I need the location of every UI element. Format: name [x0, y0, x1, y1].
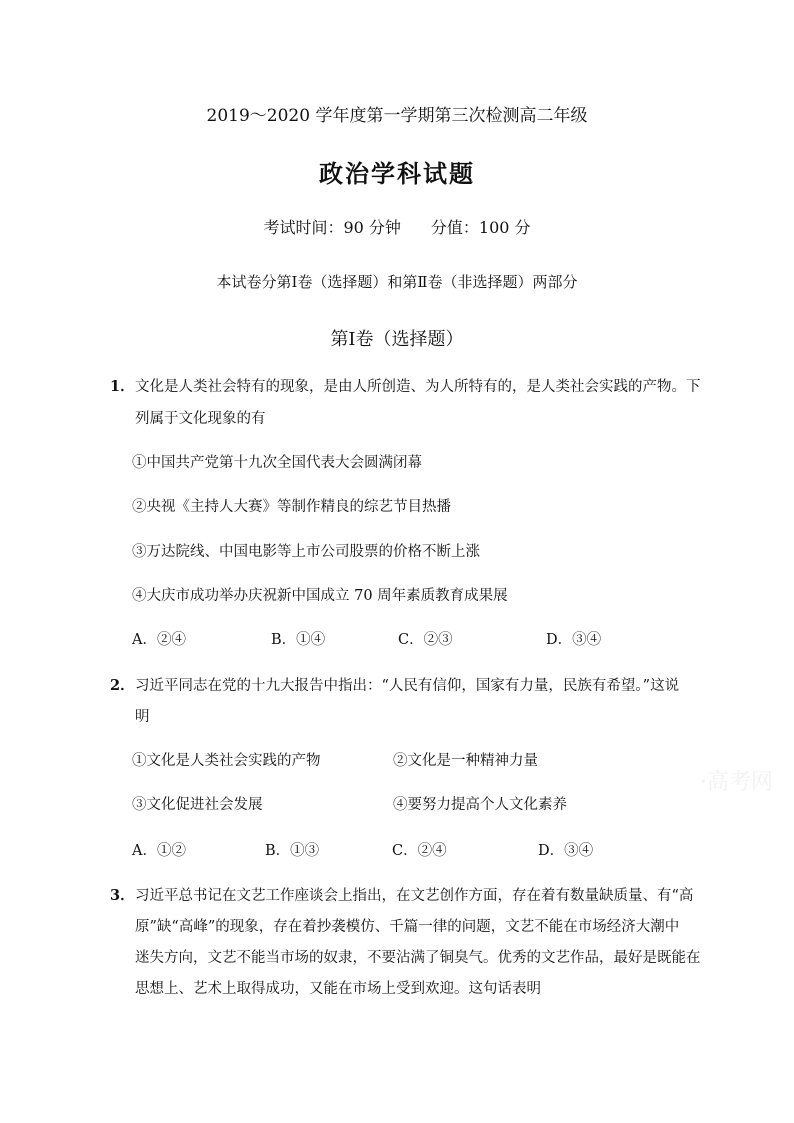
question-text-line: 文化是人类社会特有的现象，是由人所创造、为人所特有的，是人类社会实践的产物。下	[135, 379, 701, 395]
q1-choice-d[interactable]: D．③④	[546, 632, 602, 648]
exam-info	[0, 216, 794, 240]
q2-statement-3: ③文化促进社会发展	[132, 797, 263, 813]
q2-choice-b[interactable]: B．①③	[265, 843, 320, 859]
q1-statement-1: ①中国共产党第十九次全国代表大会圆满闭幕	[132, 455, 422, 471]
q1-statement-2: ②央视《主持人大赛》等制作精良的综艺节目热播	[132, 499, 451, 515]
q1-statement-3: ③万达院线、中国电影等上市公司股票的价格不断上涨	[132, 544, 480, 560]
question-text-line: 迷失方向，文艺不能当市场的奴隶，不要沾满了铜臭气。优秀的文艺作品，最好是既能在	[135, 950, 701, 966]
q2-statement-4: ④要努力提高个人文化素养	[393, 797, 567, 813]
question-text-line: 习近平总书记在文艺工作座谈会上指出，在文艺创作方面，存在着有数量缺质量、有“高	[135, 888, 694, 904]
q2-choice-a[interactable]: A．①②	[132, 843, 186, 859]
paper-title: 政治学科试题	[319, 159, 475, 188]
question-text-line: 思想上、艺术上取得成功，又能在市场上受到欢迎。这句话表明	[135, 981, 541, 997]
q1-choice-b[interactable]: B．①④	[271, 632, 326, 648]
question-number: 3．	[110, 887, 135, 904]
question-text-line: 习近平同志在党的十九大报告中指出：“人民有信仰，国家有力量，民族有希望。”这说	[135, 678, 680, 694]
paper-note: 本试卷分第Ⅰ卷（选择题）和第Ⅱ卷（非选择题）两部分	[216, 273, 578, 291]
section-title: 第Ⅰ卷（选择题）	[330, 329, 464, 350]
q1-choice-c[interactable]: C．②③	[398, 632, 453, 648]
question-text-line: 原”缺“高峰”的现象，存在着抄袭模仿、千篇一律的问题，文艺不能在市场经济大潮中	[135, 919, 680, 935]
q2-choice-c[interactable]: C．②④	[392, 843, 447, 859]
watermark: ·高考网	[700, 770, 773, 795]
question-number: 2．	[110, 677, 135, 694]
q2-statement-1: ①文化是人类社会实践的产物	[132, 753, 321, 769]
q2-statement-2: ②文化是一种精神力量	[393, 753, 538, 769]
question-text-line: 明	[135, 709, 150, 725]
term-line: 2019～2020 学年度第一学期第三次检测高二年级	[206, 106, 588, 126]
question-3	[110, 885, 701, 997]
question-1	[110, 376, 701, 442]
question-text-line: 列属于文化现象的有	[135, 411, 266, 427]
q2-choice-d[interactable]: D．③④	[538, 843, 594, 859]
question-number: 1．	[110, 378, 135, 395]
time-label: 考试时间：90 分钟	[263, 218, 401, 237]
question-2	[110, 675, 690, 741]
score-label: 分值：100 分	[430, 218, 531, 237]
q1-statement-4: ④大庆市成功举办庆祝新中国成立 70 周年素质教育成果展	[132, 588, 508, 604]
q1-choice-a[interactable]: A．②④	[132, 632, 186, 648]
